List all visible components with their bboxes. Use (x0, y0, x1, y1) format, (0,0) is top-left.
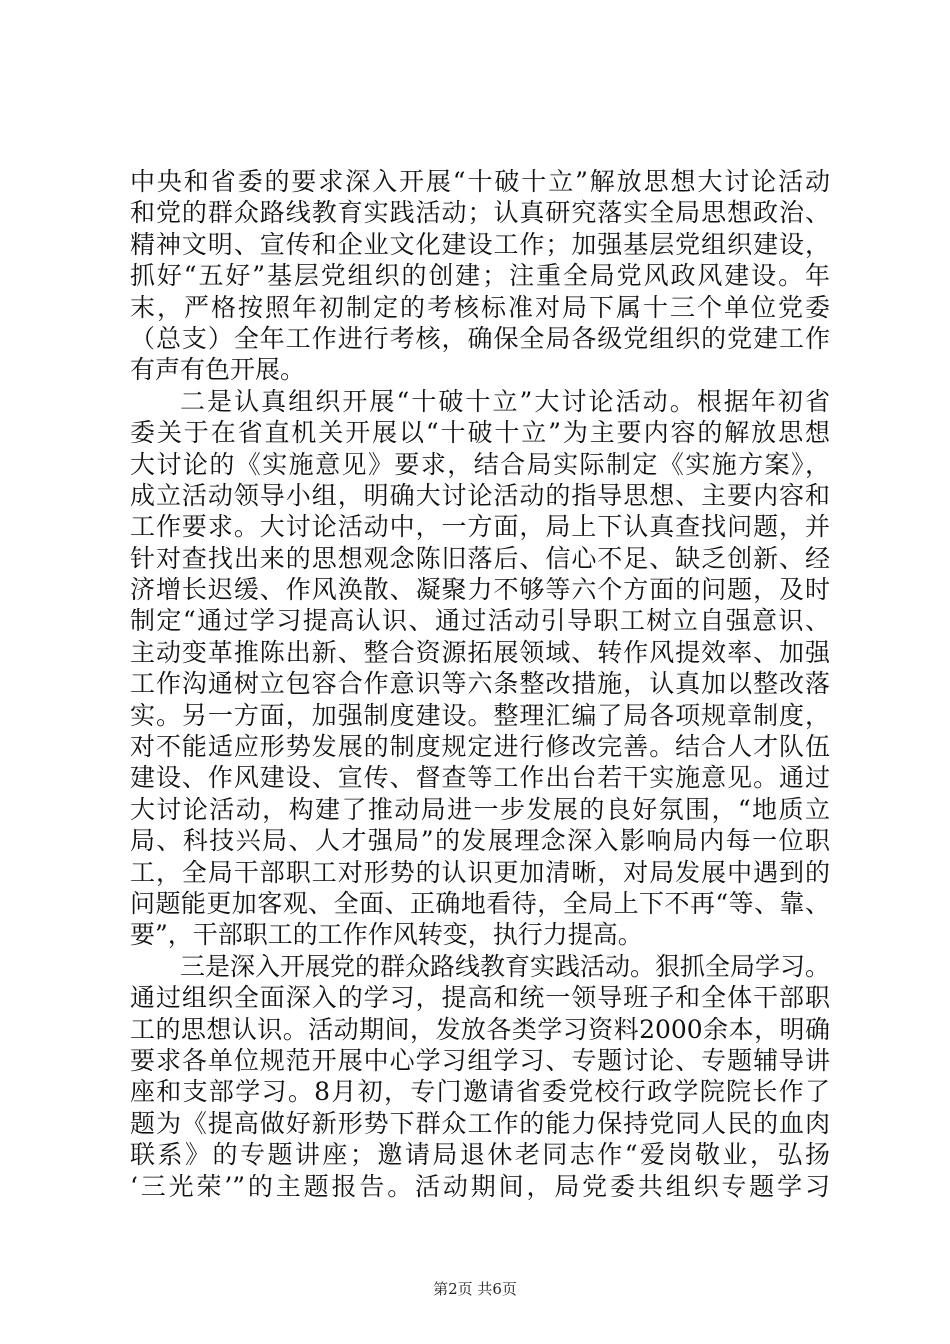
text-line: 要”，干部职工的工作作风转变，执行力提高。 (130, 920, 643, 950)
text-line: ‘三光荣’”的主题报告。活动期间，局党委共组织专题学习 (130, 1171, 830, 1201)
text-line: 末，严格按照年初制定的考核标准对局下属十三个单位党委 (130, 292, 830, 322)
text-line: 题为《提高做好新形势下群众工作的能力保持党同人民的血肉 (130, 1108, 830, 1138)
text-line: 大讨论活动，构建了推动局进一步发展的良好氛围，“地质立 (130, 794, 830, 824)
paragraph-start-line: 三是深入开展党的群众路线教育实践活动。狠抓全局学习。 (180, 951, 831, 981)
text-line: 成立活动领导小组，明确大讨论活动的指导思想、主要内容和 (130, 480, 830, 510)
text-line: 精神文明、宣传和企业文化建设工作；加强基层党组织建设， (130, 229, 830, 259)
text-line: 工作沟通树立包容合作意识等六条整改措施，认真加以整改落 (130, 669, 830, 699)
text-line: 局、科技兴局、人才强局”的发展理念深入影响局内每一位职 (130, 826, 830, 856)
body-text (130, 166, 830, 1202)
text-line: 和党的群众路线教育实践活动；认真研究落实全局思想政治、 (130, 198, 830, 228)
text-line: 问题能更加客观、全面、正确地看待，全局上下不再“等、靠、 (130, 888, 830, 918)
text-line: 抓好“五好”基层党组织的创建；注重全局党风政风建设。年 (130, 261, 830, 291)
page-number-footer: 第2页 共6页 (433, 1280, 517, 1298)
text-line: 制定“通过学习提高认识、通过活动引导职工树立自强意识、 (130, 606, 830, 636)
paragraph-start-line: 二是认真组织开展“十破十立”大讨论活动。根据年初省 (180, 386, 830, 416)
text-line: 大讨论的《实施意见》要求，结合局实际制定《实施方案》， (130, 449, 830, 479)
text-line: 针对查找出来的思想观念陈旧落后、信心不足、缺乏创新、经 (130, 543, 830, 573)
text-line: 工，全局干部职工对形势的认识更加清晰，对局发展中遇到的 (130, 857, 830, 887)
text-line: 主动变革推陈出新、整合资源拓展领域、转作风提效率、加强 (130, 637, 830, 667)
text-line: 实。另一方面，加强制度建设。整理汇编了局各项规章制度， (130, 700, 830, 730)
text-line: 委关于在省直机关开展以“十破十立”为主要内容的解放思想 (130, 418, 830, 448)
text-line: （总支）全年工作进行考核，确保全局各级党组织的党建工作 (130, 323, 830, 353)
text-line: 工作要求。大讨论活动中，一方面，局上下认真查找问题，并 (130, 512, 830, 542)
text-line: 通过组织全面深入的学习，提高和统一领导班子和全体干部职 (130, 983, 830, 1013)
text-line: 建设、作风建设、宣传、督查等工作出台若干实施意见。通过 (130, 763, 830, 793)
text-line: 联系》的专题讲座；邀请局退休老同志作“爱岗敬业，弘扬 (130, 1140, 830, 1170)
text-line: 有声有色开展。 (130, 355, 306, 385)
text-line: 中央和省委的要求深入开展“十破十立”解放思想大讨论活动 (130, 167, 830, 196)
text-line: 座和支部学习。8月初，专门邀请省委党校行政学院院长作了 (130, 1077, 830, 1107)
text-line: 要求各单位规范开展中心学习组学习、专题讨论、专题辅导讲 (130, 1045, 830, 1075)
text-line: 对不能适应形势发展的制度规定进行修改完善。结合人才队伍 (130, 732, 830, 762)
text-line: 工的思想认识。活动期间，发放各类学习资料2000余本，明确 (130, 1014, 830, 1044)
text-line: 济增长迟缓、作风涣散、凝聚力不够等六个方面的问题，及时 (130, 575, 830, 605)
